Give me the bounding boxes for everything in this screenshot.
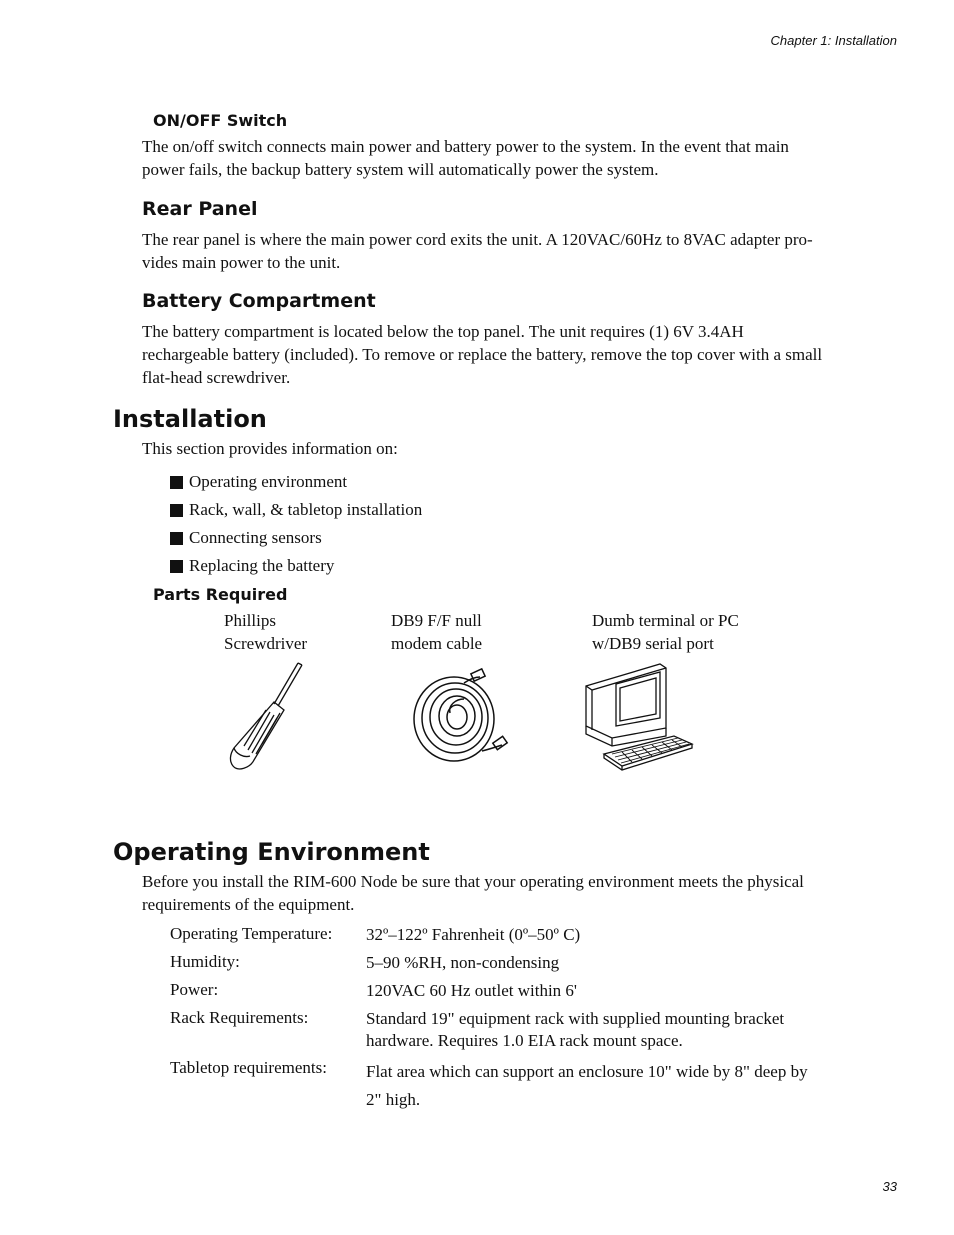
page-number: 33 — [882, 1179, 897, 1194]
bullet-text: Replacing the battery — [189, 556, 335, 575]
onoff-line-2: power fails, the backup battery system will automatically power the system. — [142, 160, 659, 179]
part-label-line: Dumb terminal or PC — [592, 611, 739, 630]
list-item — [170, 496, 422, 524]
spec-label-tabletop: Tabletop requirements: — [170, 1058, 327, 1077]
battery-line-2: rechargeable battery (included). To remove or replace the battery, remove the top cover with a small — [142, 345, 823, 364]
battery-line-1: The battery compartment is located below the top panel. The unit requires (1) 6V 3.4AH — [142, 322, 744, 341]
spec-label-temperature: Operating Temperature: — [170, 924, 333, 943]
operating-environment-heading: Operating Environment — [113, 838, 430, 866]
spec-label-humidity: Humidity: — [170, 952, 240, 971]
part-label-cable — [391, 609, 482, 655]
operating-paragraph — [142, 870, 804, 916]
computer-terminal-icon — [582, 662, 694, 772]
spec-value-line: hardware. Requires 1.0 EIA rack mount space. — [366, 1031, 683, 1050]
rear-panel-heading: Rear Panel — [142, 198, 258, 220]
part-label-line: w/DB9 serial port — [592, 634, 714, 653]
spec-value-humidity: 5–90 %RH, non-condensing — [366, 953, 560, 972]
coiled-cable-icon — [410, 665, 516, 771]
part-label-line: modem cable — [391, 634, 483, 653]
installation-heading: Installation — [113, 405, 267, 433]
bullet-square-icon — [170, 504, 183, 517]
spec-label-power: Power: — [170, 980, 219, 999]
spec-value-line: 2" high. — [366, 1090, 421, 1109]
part-label-terminal — [592, 609, 739, 655]
bullet-text: Connecting sensors — [189, 528, 322, 547]
battery-heading: Battery Compartment — [142, 290, 376, 312]
rear-panel-paragraph — [142, 228, 813, 274]
spec-value-power: 120VAC 60 Hz outlet within 6' — [366, 981, 577, 1000]
list-item — [170, 524, 422, 552]
onoff-paragraph — [142, 135, 789, 181]
list-item — [170, 552, 422, 580]
part-label-line: Screwdriver — [224, 634, 308, 653]
running-header: Chapter 1: Installation — [770, 33, 897, 48]
bullet-text: Rack, wall, & tabletop installation — [189, 500, 423, 519]
spec-value-line: Standard 19" equipment rack with supplied mounting bracket — [366, 1009, 785, 1028]
installation-bullet-list — [170, 468, 422, 580]
bullet-square-icon — [170, 476, 183, 489]
spec-value-line: Flat area which can support an enclosure 10" wide by 8" deep by — [366, 1062, 808, 1081]
bullet-text: Operating environment — [189, 472, 348, 491]
spec-value-rack — [366, 1008, 784, 1052]
spec-value-tabletop — [366, 1058, 808, 1114]
rear-line-2: vides main power to the unit. — [142, 253, 341, 272]
battery-paragraph — [142, 320, 822, 389]
onoff-heading: ON/OFF Switch — [153, 111, 288, 130]
rear-line-1: The rear panel is where the main power cord exits the unit. A 120VAC/60Hz to 8VAC adapter pro- — [142, 230, 813, 249]
onoff-line-1: The on/off switch connects main power and battery power to the system. In the event that main — [142, 137, 789, 156]
battery-line-3: flat-head screwdriver. — [142, 368, 291, 387]
part-label-screwdriver — [224, 609, 307, 655]
operating-line-2: requirements of the equipment. — [142, 895, 355, 914]
part-label-line: DB9 F/F null — [391, 611, 482, 630]
bullet-square-icon — [170, 532, 183, 545]
operating-line-1: Before you install the RIM-600 Node be sure that your operating environment meets the physical — [142, 872, 804, 891]
part-label-line: Phillips — [224, 611, 276, 630]
spec-value-temperature: 32º–122º Fahrenheit (0º–50º C) — [366, 925, 581, 944]
installation-intro: This section provides information on: — [142, 439, 398, 458]
list-item — [170, 468, 422, 496]
bullet-square-icon — [170, 560, 183, 573]
screwdriver-icon — [224, 662, 308, 774]
parts-heading: Parts Required — [153, 585, 288, 604]
spec-label-rack: Rack Requirements: — [170, 1008, 309, 1027]
